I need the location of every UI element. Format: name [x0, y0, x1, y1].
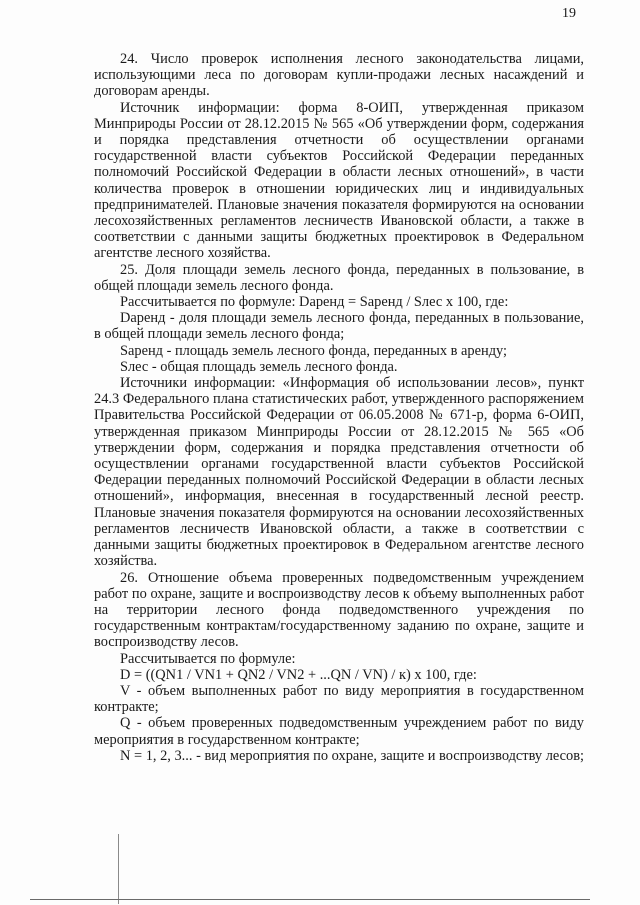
- paragraph-26-title: 26. Отношение объема проверенных подведомственным учреждением работ по охране, защите и воспроизводству лесов к объему выполненных работ на территории лесного фонда подведомственного учреждения по государственным контрактам/государственному заданию по охране, защите и воспроизводству лесов.: [94, 569, 584, 651]
- paragraph-26-q-definition: Q - объем проверенных подведомственным учреждением работ по виду мероприятия в государственном контракте;: [94, 715, 584, 748]
- page-number: 19: [562, 6, 576, 21]
- scan-margin-line: [118, 834, 119, 904]
- paragraph-25-s-arend-definition: Sаренд - площадь земель лесного фонда, переданных в аренду;: [120, 342, 508, 359]
- scan-bottom-edge: [30, 899, 590, 900]
- paragraph-24-source: Источник информации: форма 8-ОИП, утвержденная приказом Минприроды России от 28.12.2015 № 565 «Об утверждении форм, содержания и порядка представления отчетности об осуществлении органами государственной власти субъектов Российской Федерации переданных полномочий Российской Федерации в области лесных отношений», в части количества проверок в отношении юридических лиц и индивидуальных предпринимателей. Плановые значения показателя формируются на основании лесохозяйственных регламентов лесничеств Ивановской области, а также в соответствии с данными защиты бюджетных проектировок в Федеральном агентстве лесного хозяйства.: [94, 99, 584, 262]
- paragraph-25-title: 25. Доля площади земель лесного фонда, переданных в пользование, в общей площади земель лесного фонда.: [94, 261, 584, 294]
- paragraph-26-v-definition: V - объем выполненных работ по виду мероприятия в государственном контракте;: [94, 682, 584, 716]
- paragraph-26-formula: D = ((QN1 / VN1 + QN2 / VN2 + ...QN / VN) / к) x 100, где:: [120, 666, 477, 683]
- paragraph-26-n-definition: N = 1, 2, 3... - вид мероприятия по охране, защите и воспроизводству лесов;: [120, 747, 584, 764]
- paragraph-25-d-definition: Dаренд - доля площади земель лесного фонда, переданных в пользование, в общей площади земель лесного фонда;: [94, 310, 584, 343]
- document-body: [94, 51, 584, 764]
- paragraph-25-s-les-definition: Sлес - общая площадь земель лесного фонда.: [120, 358, 398, 375]
- paragraph-25-source: Источники информации: «Информация об использовании лесов», пункт 24.3 Федерального плана статистических работ, утвержденного распоряжением Правительства Российской Федерации от 06.05.2008 № 671-р, форма 6-ОИП, утвержденная приказом Минприроды России от 28.12.2015 № 565 «Об утверждении форм, содержания и порядка представления отчетности об осуществлении органами государственной власти субъектов Российской Федерации переданных полномочий Российской Федерации в области лесных отношений», информация, внесенная в государственный лесной реестр. Плановые значения показателя формируются на основании лесохозяйственных регламентов лесничеств Ивановской области, а также в соответствии с данными защиты бюджетных проектировок в Федеральном агентстве лесного хозяйства.: [94, 375, 584, 570]
- paragraph-24-title: 24. Число проверок исполнения лесного законодательства лицами, использующими леса по договорам купли-продажи лесных насаждений и договорам аренды.: [94, 51, 584, 100]
- paragraph-25-formula: Рассчитывается по формуле: Dаренд = Sаренд / Sлес x 100, где:: [120, 294, 509, 311]
- paragraph-26-formula-intro: Рассчитывается по формуле:: [120, 650, 296, 667]
